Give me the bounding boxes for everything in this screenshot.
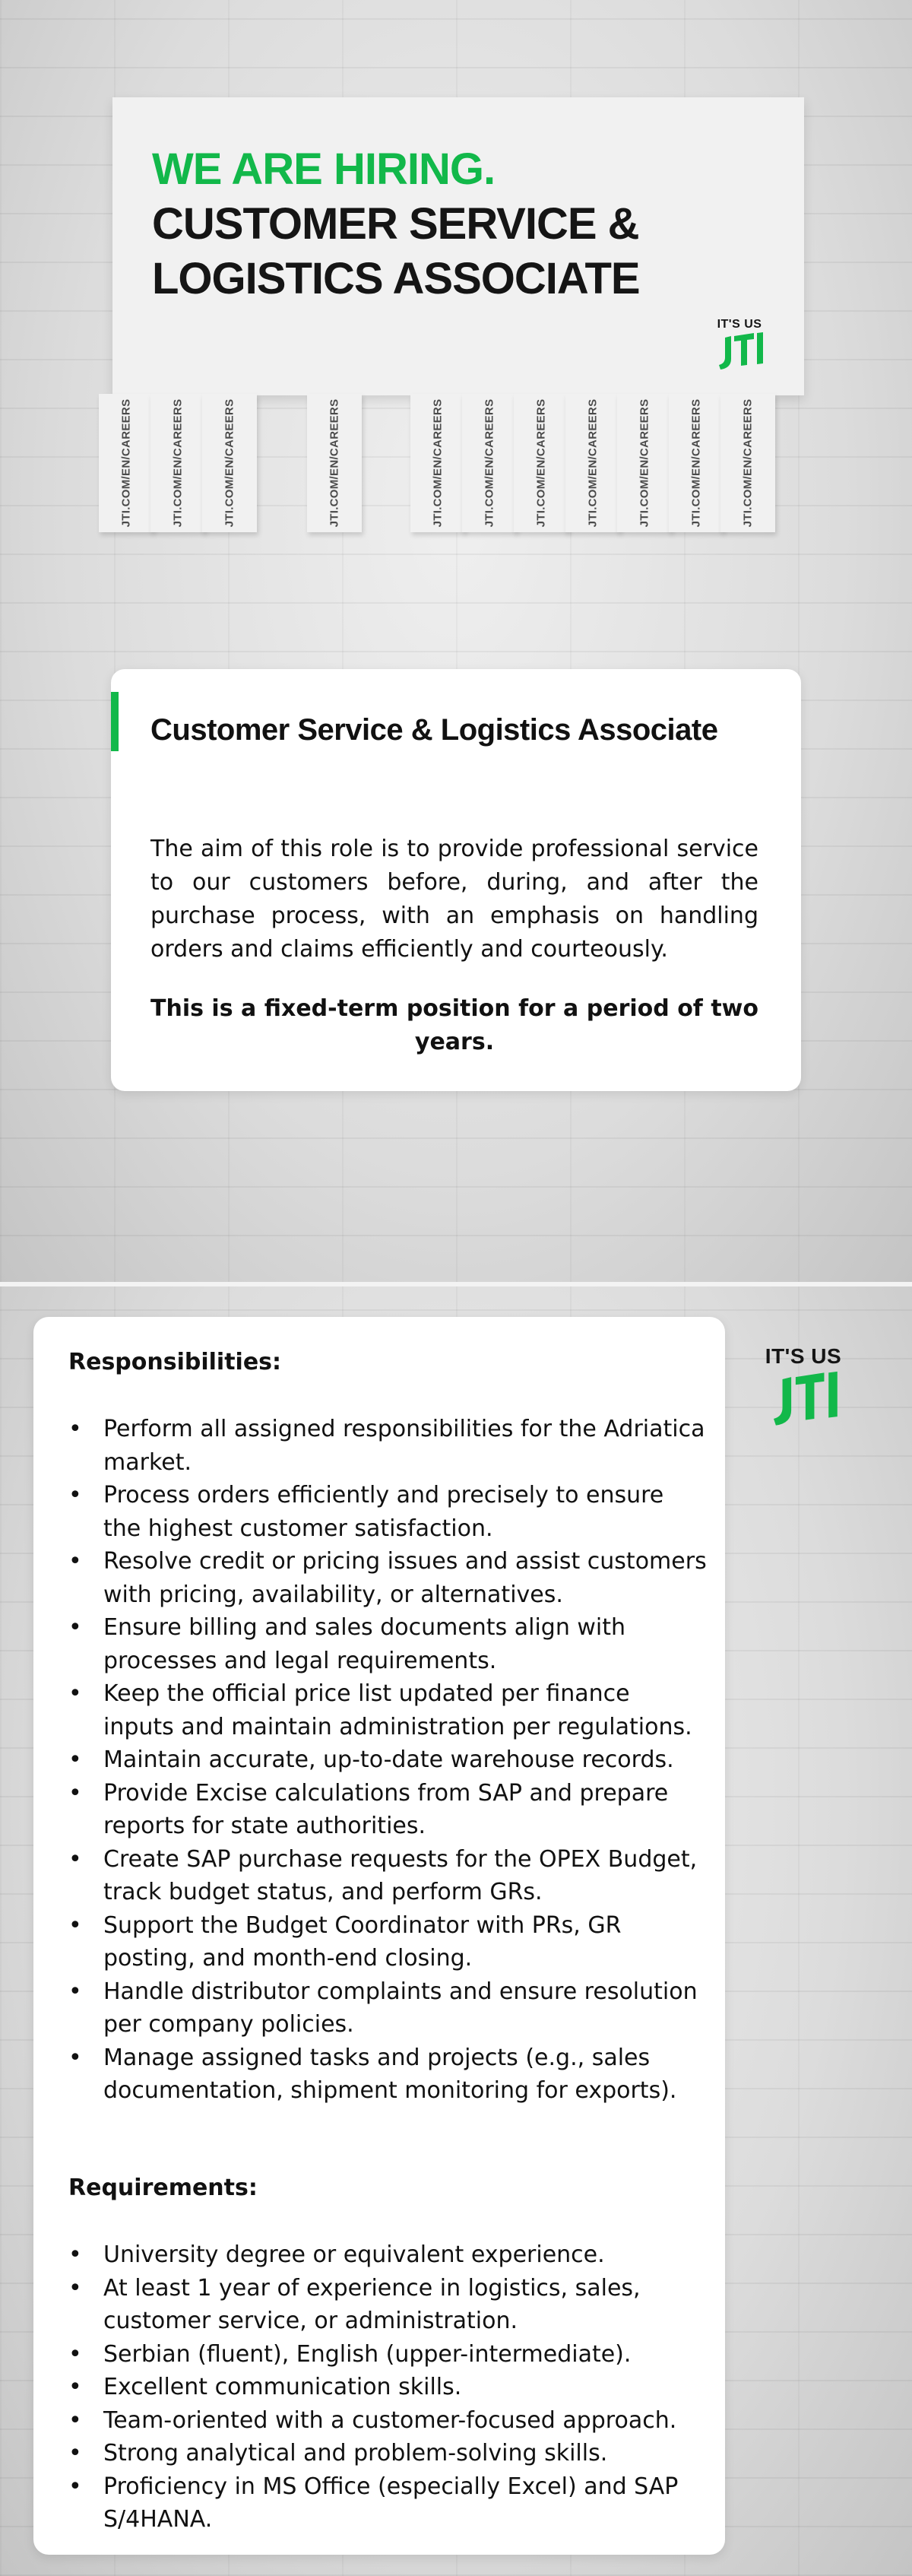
list-item: • Proficiency in MS Office (especially Excel) and SAP S/4HANA.: [68, 2470, 707, 2536]
list-item: • Team-oriented with a customer-focused approach.: [68, 2404, 707, 2438]
jti-logo-small: [705, 318, 774, 379]
list-item: • Process orders efficiently and precisely to ensure the highest customer satisfaction.: [68, 1479, 707, 1545]
section-divider: [0, 1282, 912, 1286]
tear-off-strip[interactable]: JTI.COM/EN/CAREERS: [99, 394, 154, 532]
tear-off-strip[interactable]: JTI.COM/EN/CAREERS: [617, 394, 672, 532]
list-item: • At least 1 year of experience in logistics, sales, customer service, or administration.: [68, 2272, 707, 2338]
list-item: • Keep the official price list updated per finance inputs and maintain administration per regulations.: [68, 1677, 707, 1743]
list-item: • Support the Budget Coordinator with PRs, GR posting, and month-end closing.: [68, 1909, 707, 1975]
job-title: Customer Service & Logistics Associate: [150, 713, 718, 747]
accent-bar: [111, 692, 119, 751]
logo-tagline: IT'S US: [765, 1344, 842, 1368]
tear-off-strip[interactable]: JTI.COM/EN/CAREERS: [150, 394, 205, 532]
requirements-heading: Requirements:: [68, 2175, 258, 2201]
tear-off-strip[interactable]: JTI.COM/EN/CAREERS: [410, 394, 465, 532]
list-item: • University degree or equivalent experience.: [68, 2238, 707, 2272]
list-item: • Create SAP purchase requests for the OPEX Budget, track budget status, and perform GRs.: [68, 1843, 707, 1909]
poster-title-line-1: CUSTOMER SERVICE &: [152, 199, 639, 249]
requirements-list: [68, 2238, 707, 2536]
role-summary: The aim of this role is to provide professional service to our customers before, during, and after the purchase process, with an emphasis on handling orders and claims efficiently and courteously.: [150, 836, 758, 963]
jti-logo-large: [754, 1344, 853, 1443]
list-item: • Strong analytical and problem-solving skills.: [68, 2437, 707, 2470]
intro-card: [111, 669, 801, 1091]
details-card: [33, 1317, 725, 2555]
list-item: • Manage assigned tasks and projects (e.g., sales documentation, shipment monitoring for exports).: [68, 2041, 707, 2108]
responsibilities-list: [68, 1413, 707, 2108]
tear-off-strip[interactable]: JTI.COM/EN/CAREERS: [565, 394, 620, 532]
list-item: • Excellent communication skills.: [68, 2371, 707, 2404]
tear-off-strip[interactable]: JTI.COM/EN/CAREERS: [720, 394, 775, 532]
fixed-term-note: This is a fixed-term position for a period of two years.: [150, 995, 758, 1055]
tear-off-strip[interactable]: JTI.COM/EN/CAREERS: [202, 394, 257, 532]
poster-title-line-2: LOGISTICS ASSOCIATE: [152, 254, 640, 303]
list-item: • Perform all assigned responsibilities for the Adriatica market.: [68, 1413, 707, 1479]
list-item: • Ensure billing and sales documents align with processes and legal requirements.: [68, 1611, 707, 1677]
logo-tagline: IT'S US: [717, 318, 762, 331]
jti-logo-icon: [754, 1369, 853, 1429]
list-item: • Provide Excise calculations from SAP and prepare reports for state authorities.: [68, 1777, 707, 1843]
list-item: • Handle distributor complaints and ensure resolution per company policies.: [68, 1975, 707, 2041]
list-item: • Maintain accurate, up-to-date warehouse records.: [68, 1743, 707, 1777]
tear-off-strip[interactable]: JTI.COM/EN/CAREERS: [669, 394, 724, 532]
tear-off-strip[interactable]: JTI.COM/EN/CAREERS: [514, 394, 568, 532]
jti-logo-icon: [705, 332, 774, 371]
hiring-headline: WE ARE HIRING.: [152, 144, 496, 194]
list-item: • Resolve credit or pricing issues and assist customers with pricing, availability, or alternatives.: [68, 1545, 707, 1611]
tear-off-strip[interactable]: JTI.COM/EN/CAREERS: [462, 394, 517, 532]
tear-off-strip[interactable]: JTI.COM/EN/CAREERS: [307, 394, 362, 532]
list-item: • Serbian (fluent), English (upper-intermediate).: [68, 2338, 707, 2371]
tear-off-strips: [99, 394, 821, 535]
responsibilities-heading: Responsibilities:: [68, 1349, 282, 1375]
hiring-poster: [112, 97, 804, 395]
